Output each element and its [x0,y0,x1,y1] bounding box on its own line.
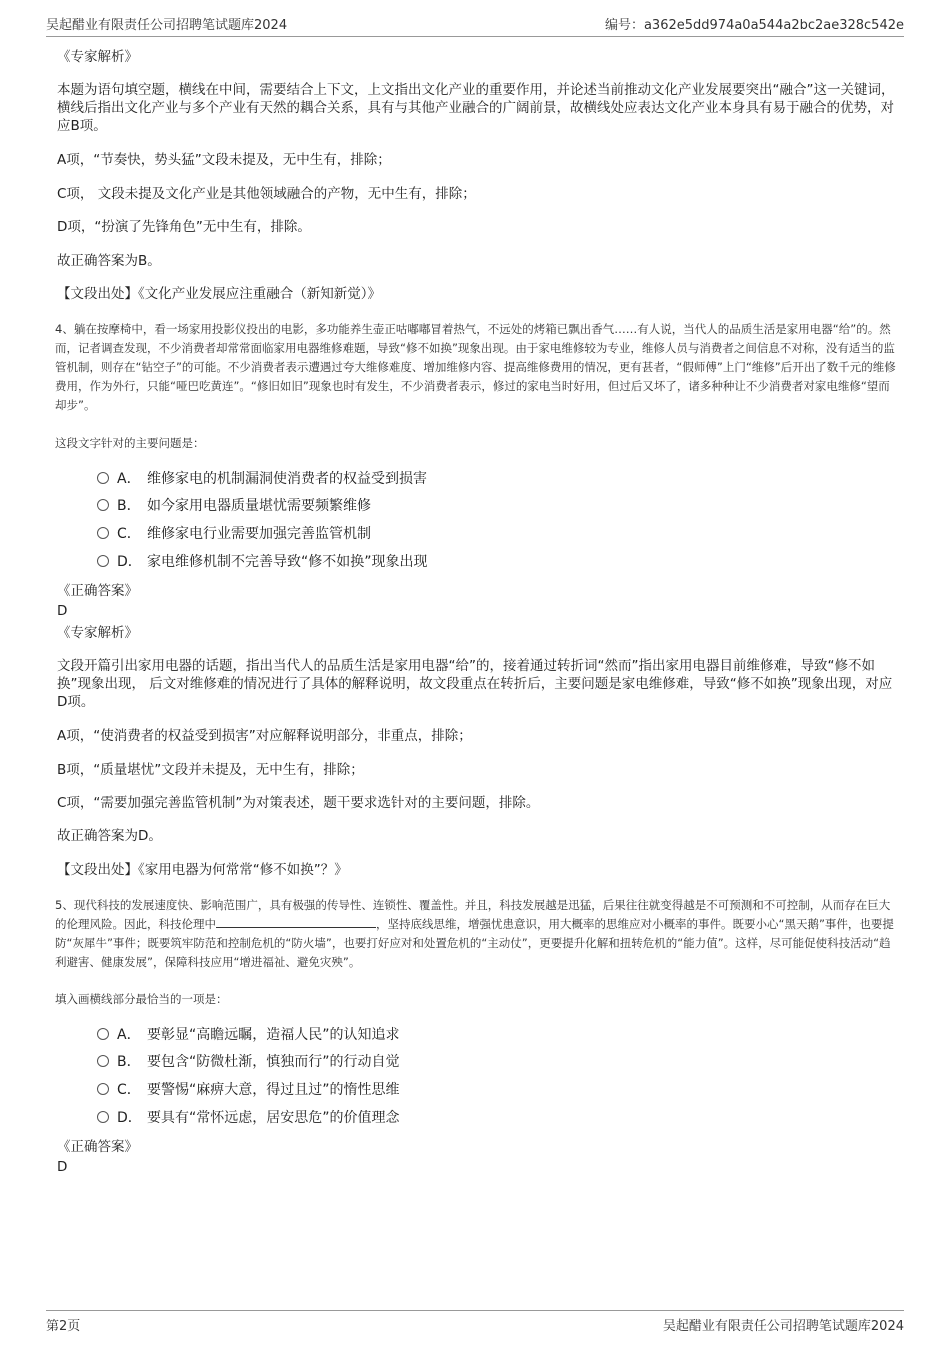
q5-option-d[interactable]: D． 要具有“常怀远虑，居安思危”的价值理念 [97,1108,400,1128]
q4-option-c[interactable]: C． 维修家电行业需要加强完善监管机制 [97,524,371,544]
prev-analysis-title: 《专家解析》 [57,49,138,65]
prev-option-c-analysis: C项， 文段未提及文化产业是其他领域融合的产物，无中生有，排除； [57,186,476,202]
q5-option-b[interactable]: B． 要包含“防微杜渐，慎独而行”的行动自觉 [97,1052,400,1072]
footer-title: 吴起醋业有限责任公司招聘笔试题库2024 [662,1319,904,1334]
radio-icon[interactable] [97,1028,109,1040]
q4-conclusion: 故正确答案为D。 [57,828,162,844]
q5-option-c[interactable]: C． 要警惕“麻痹大意，得过且过”的惰性思维 [97,1080,400,1100]
radio-icon[interactable] [97,1083,109,1095]
radio-icon[interactable] [97,499,109,511]
prev-option-d-analysis: D项，“扮演了先锋角色”无中生有，排除。 [57,219,311,235]
q5-option-a[interactable]: A． 要彰显“高瞻远瞩，造福人民”的认知追求 [97,1025,400,1045]
header-serial: 编号：a362e5dd974a0a544a2bc2ae328c542e [604,18,904,33]
page-header [46,14,904,37]
prev-source: 【文段出处】《文化产业发展应注重融合（新知新觉）》 [57,286,381,302]
page-footer [46,1310,904,1334]
q4-option-b[interactable]: B． 如今家用电器质量堪忧需要频繁维修 [97,496,371,516]
radio-icon[interactable] [97,1111,109,1123]
page-number: 第2页 [46,1319,81,1334]
q5-answer-title: 《正确答案》 [57,1139,138,1155]
prev-conclusion: 故正确答案为B。 [57,253,161,269]
radio-icon[interactable] [97,555,109,567]
q5-answer: D [57,1159,68,1175]
q4-answer: D [57,603,68,619]
q4-source: 【文段出处】《家用电器为何常常“修不如换”？》 [57,862,348,878]
q4-prompt: 这段文字针对的主要问题是： [55,436,205,450]
q4-option-b-analysis: B项，“质量堪忧”文段并未提及，无中生有，排除； [57,762,364,778]
q4-option-d[interactable]: D． 家电维修机制不完善导致“修不如换”现象出现 [97,552,428,572]
q4-option-a-analysis: A项，“使消费者的权益受到损害”对应解释说明部分，非重点，排除； [57,728,472,744]
q5-text: 5、现代科技的发展速度快、影响范围广，具有极强的传导性、连锁性、覆盖性。并且，科技发展越是迅猛，后果往往就变得越是不可预测和不可控制，从而存在巨大的伦理风险。因此，科技伦理中 ，坚持底线思维，增强忧患意识，用大概率的思维应对小概率的事件。既要小心“黑天鹅”事件，也要提防“灰犀牛”事件；既要筑牢防范和控制危机的“防火墙”，也要打好应对和处置危机的“主动仗”，更要提升化解和扭转危机的“能力值”。这样，尽可能促使科技活动“趋利避害、健康发展”，保障科技应用“增进福祉、避免灾殃”。 [55,898,894,969]
prev-option-a-analysis: A项，“节奏快，势头猛”文段未提及，无中生有，排除； [57,152,391,168]
q4-analysis-title: 《专家解析》 [57,625,138,641]
q4-option-c-analysis: C项，“需要加强完善监管机制”为对策表述，题干要求选针对的主要问题，排除。 [57,795,540,811]
q4-analysis: 文段开篇引出家用电器的话题，指出当代人的品质生活是家用电器“给”的，接着通过转折词“然而”指出家用电器目前维修难，导致“修不如换”现象出现， 后文对维修难的情况进行了具体的解释说明，故文段重点在转折后，主要问题是家电维修难，导致“修不如换”现象出现，对应D项。 [57,658,893,710]
prev-analysis: 本题为语句填空题，横线在中间，需要结合上下文，上文指出文化产业的重要作用，并论述当前推动文化产业发展要突出“融合”这一关键词，横线后指出文化产业与多个产业有天然的耦合关系，具有与其他产业融合的广阔前景，故横线处应表达文化产业本身具有易于融合的优势，对应B项。 [57,82,895,134]
fill-blank [216,915,376,928]
radio-icon[interactable] [97,527,109,539]
q4-text: 4、躺在按摩椅中，看一场家用投影仪投出的电影，多功能养生壶正咕嘟嘟冒着热气，不远处的烤箱已飘出香气……有人说，当代人的品质生活是家用电器“给”的。然而，记者调查发现，不少消费者却常常面临家用电器维修难题，导致“修不如换”现象出现。由于家电维修较为专业，维修人员与消费者之间信息不对称，没有适当的监管机制，则存在“钻空子”的可能。不少消费者表示遭遇过夸大维修难度、增加维修内容、提高维修费用的情况，更有甚者，“假师傅”上门“维修”后开出了数千元的维修费用，作为外行，只能“哑巴吃黄连”。“修旧如旧”现象也时有发生，不少消费者表示，修过的家电当时好用，但过后又坏了，诸多种种让不少消费者对家电维修“望而却步”。 [55,322,896,412]
q4-answer-title: 《正确答案》 [57,583,138,599]
header-title: 吴起醋业有限责任公司招聘笔试题库2024 [46,18,288,33]
q4-option-a[interactable]: A． 维修家电的机制漏洞使消费者的权益受到损害 [97,469,427,489]
q5-prompt: 填入画横线部分最恰当的一项是： [55,992,228,1006]
radio-icon[interactable] [97,472,109,484]
radio-icon[interactable] [97,1055,109,1067]
